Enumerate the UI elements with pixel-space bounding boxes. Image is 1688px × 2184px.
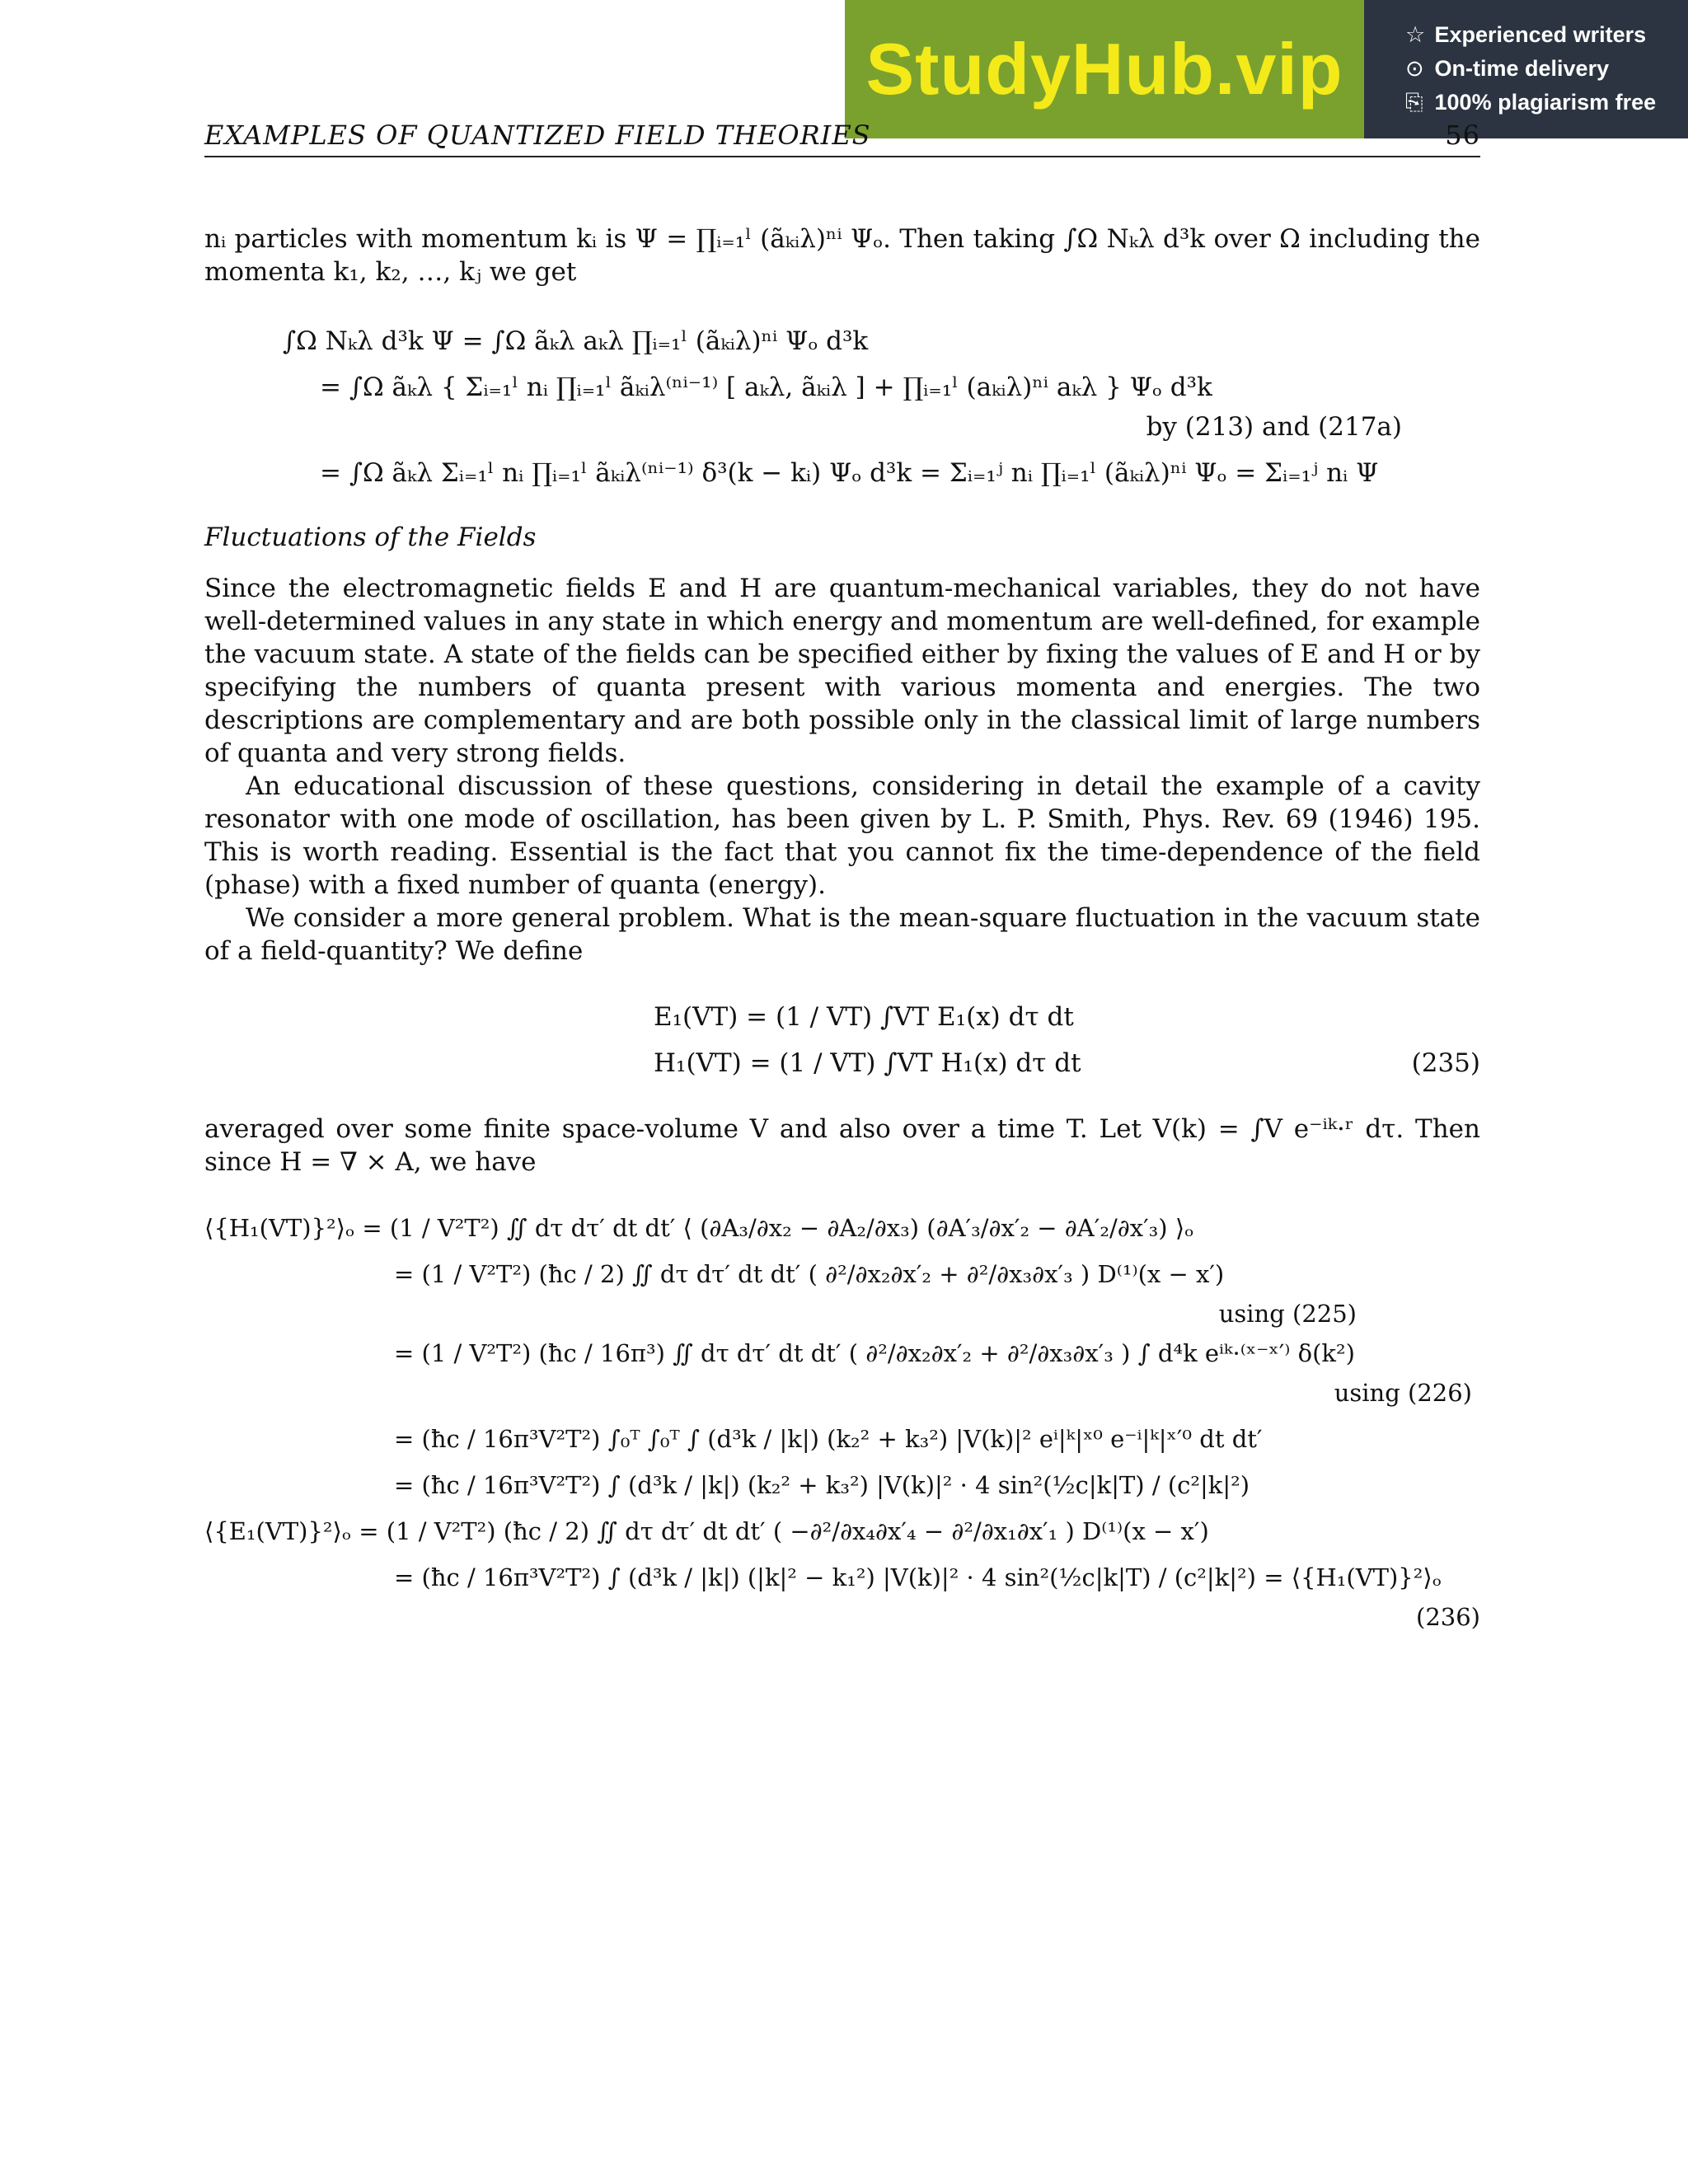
paragraph: An educational discussion of these questions, considering in detail the example of a cavity resonator with one mode of oscillation, has been given by L. P. Smith, Phys. Rev. 69 (1946) 195. This is worth reading. Essential is the fact that you cannot fix the time-dependence of the field (phase) with a fixed number of quanta (energy). [204,771,1480,900]
equation-line: ⟨{E₁(VT)}²⟩ₒ = (1 / V²T²) (ħc / 2) ∬ dτ dτ′ dt dt′ ( −∂²/∂x₄∂x′₄ − ∂²/∂x₁∂x′₁ ) D⁽¹⁾(x − x′) [204,1517,1209,1545]
section-title: Fluctuations of the Fields [204,523,537,552]
equation-line [204,1333,1480,1373]
equation-note: using (225) [1218,1300,1357,1328]
equation-line: ⟨{H₁(VT)}²⟩ₒ = (1 / V²T²) ∬ dτ dτ′ dt dt′ ⟨ (∂A₃/∂x₂ − ∂A₂/∂x₃) (∂A′₃/∂x′₂ − ∂A′₂/∂x′₃) ⟩ₒ [204,1214,1194,1242]
equation-line: = ∫Ω ãₖλ Σᵢ₌₁ˡ nᵢ ∏ᵢ₌₁ˡ ãₖᵢλ⁽ⁿⁱ⁻¹⁾ δ³(k − kᵢ) Ψₒ d³k = Σᵢ₌₁ʲ nᵢ ∏ᵢ₌₁ˡ (ãₖᵢλ)ⁿⁱ Ψₒ = Σᵢ₌₁ʲ nᵢ Ψ [320,458,1379,488]
running-header [204,118,1480,157]
perk-label: On-time delivery [1434,56,1610,81]
perk-plagiarism-free [1405,86,1688,120]
equation-note-line [204,1294,1480,1333]
equation-number: (236) [1416,1603,1480,1631]
equation-text: H₁(VT) = (1 / VT) ∫VT H₁(x) dτ dt [654,1048,1081,1078]
running-title: EXAMPLES OF QUANTIZED FIELD THEORIES [204,120,871,151]
equation-text: = (1 / V²T²) (ħc / 16π³) ∬ dτ dτ′ dt dt′ ( ∂²/∂x₂∂x′₂ + ∂²/∂x₃∂x′₃ ) ∫ d⁴k eⁱᵏ·⁽ˣ⁻ˣ′⁾ δ(k²) [394,1339,1355,1367]
equation-note-line [283,407,1480,447]
page-number: 56 [1445,120,1480,151]
star-icon: ☆ [1405,22,1426,47]
equation-number: (235) [1411,1048,1480,1078]
paragraph: We consider a more general problem. What is the mean-square fluctuation in the vacuum state of a field-quantity? We define [204,903,1480,966]
perk-experienced-writers [1405,18,1688,52]
equation-note: by (213) and (217a) [1146,412,1402,442]
equation-line: E₁(VT) = (1 / VT) ∫VT E₁(x) dτ dt [654,1002,1074,1032]
equation-block-number-operator [204,321,1480,493]
equation-note: using (226) [1334,1379,1472,1407]
clock-icon: ⊙ [1405,56,1424,81]
equation-236 [204,1208,1480,1637]
perk-label: Experienced writers [1434,22,1647,47]
equation-line [654,1043,1480,1083]
intro-paragraph: nᵢ particles with momentum kᵢ is Ψ = ∏ᵢ₌₁ˡ (ãₖᵢλ)ⁿⁱ Ψₒ. Then taking ∫Ω Nₖλ d³k over Ω including the momenta k₁, k₂, …, kⱼ we get [204,224,1480,287]
equation-text: = ∫Ω ãₖλ { Σᵢ₌₁ˡ nᵢ ∏ᵢ₌₁ˡ ãₖᵢλ⁽ⁿⁱ⁻¹⁾ [ aₖλ, ãₖᵢλ ] + ∏ᵢ₌₁ˡ (aₖᵢλ)ⁿⁱ aₖλ } Ψₒ d³k [320,373,1212,402]
page-content [204,223,1480,1650]
equation-line: ∫Ω Nₖλ d³k Ψ = ∫Ω ãₖλ aₖλ ∏ᵢ₌₁ˡ (ãₖᵢλ)ⁿⁱ Ψₒ d³k [283,326,869,356]
equation-note-line [204,1373,1480,1413]
equation-text: = (1 / V²T²) (ħc / 2) ∬ dτ dτ′ dt dt′ ( ∂²/∂x₂∂x′₂ + ∂²/∂x₃∂x′₃ ) D⁽¹⁾(x − x′) [394,1260,1225,1288]
equation-line [204,1558,1480,1597]
perk-on-time-delivery [1405,52,1688,86]
equation-number-line [204,1597,1480,1637]
equation-235 [204,997,1480,1083]
equation-text: = (ħc / 16π³V²T²) ∫ (d³k / |k|) (|k|² − k₁²) |V(k)|² · 4 sin²(½c|k|T) / (c²|k|²) = ⟨{H₁(VT)}²⟩ₒ [394,1563,1442,1591]
logo-text: StudyHub.vip [865,28,1343,110]
equation-line: = (ħc / 16π³V²T²) ∫ (d³k / |k|) (k₂² + k₃²) |V(k)|² · 4 sin²(½c|k|T) / (c²|k|²) [394,1471,1250,1499]
perk-label: 100% plagiarism free [1434,90,1657,115]
paragraph: averaged over some finite space-volume V and also over a time T. Let V(k) = ∫V e⁻ⁱᵏ·ʳ dτ. Then since H = ∇ × A, we have [204,1114,1480,1177]
equation-line: = (ħc / 16π³V²T²) ∫₀ᵀ ∫₀ᵀ ∫ (d³k / |k|) (k₂² + k₃²) |V(k)|² eⁱ|ᵏ|ˣ⁰ e⁻ⁱ|ᵏ|ˣ′⁰ dt dt′ [394,1425,1263,1453]
equation-line [283,368,1480,407]
equation-line [204,1254,1480,1294]
copy-icon: ⎘ [1405,90,1423,115]
paragraph: Since the electromagnetic fields E and H are quantum-mechanical variables, they do not have well-determined values in any state in which energy and momentum are well-defined, for example the vacuum state. A state of the fields can be specified either by fixing the values of E and H or by specifying the numbers of quanta present with various momenta and energies. The two descriptions are complementary and are both possible only in the classical limit of large numbers of quanta and very strong fields. [204,574,1480,768]
